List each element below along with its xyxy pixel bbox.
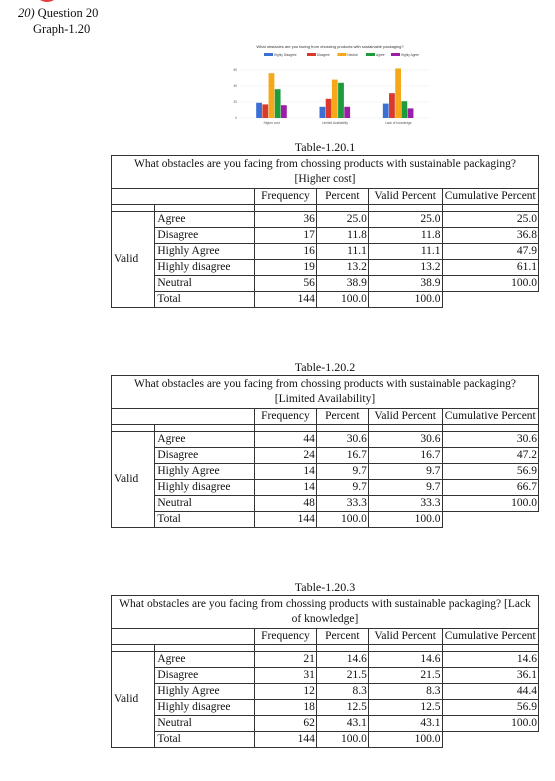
- table-row: [112, 684, 539, 700]
- percent-value: 100.0: [316, 512, 368, 528]
- y-tick-label: 0: [235, 116, 237, 121]
- column-header: Frequency: [255, 409, 317, 425]
- frequency-table: [111, 595, 539, 748]
- table-caption: Table-1.20.3: [294, 580, 356, 594]
- spacer-cell: [442, 205, 538, 212]
- table-row: [112, 212, 539, 228]
- spacer-cell: [442, 425, 538, 432]
- header-empty-cell: [112, 629, 255, 645]
- spacer-cell: [155, 205, 255, 212]
- table-row: [112, 292, 539, 308]
- row-label: Total: [155, 732, 255, 748]
- frequency-table: [111, 375, 539, 528]
- table-row: [112, 512, 539, 528]
- row-label: Highly disagree: [155, 260, 255, 276]
- valid-percent-value: 8.3: [368, 684, 442, 700]
- spacer-cell: [255, 425, 317, 432]
- row-label: Highly disagree: [155, 480, 255, 496]
- cumulative-percent-value: 61.1: [442, 260, 538, 276]
- frequency-value: 44: [255, 432, 317, 448]
- frequency-value: 62: [255, 716, 317, 732]
- table-caption: Table-1.20.2: [294, 360, 356, 374]
- spacer-cell: [368, 645, 442, 652]
- percent-value: 11.1: [316, 244, 368, 260]
- frequency-value: 12: [255, 684, 317, 700]
- valid-percent-value: 16.7: [368, 448, 442, 464]
- table-row: [112, 448, 539, 464]
- spacer-cell: [255, 205, 317, 212]
- spacer-cell: [112, 425, 155, 432]
- column-header: Valid Percent: [368, 409, 442, 425]
- table-row: [112, 716, 539, 732]
- percent-value: 33.3: [316, 496, 368, 512]
- valid-percent-value: 43.1: [368, 716, 442, 732]
- frequency-value: 24: [255, 448, 317, 464]
- row-label: Disagree: [155, 668, 255, 684]
- frequency-value: 56: [255, 276, 317, 292]
- column-header: Percent: [316, 189, 368, 205]
- frequency-value: 16: [255, 244, 317, 260]
- percent-value: 43.1: [316, 716, 368, 732]
- percent-value: 9.7: [316, 464, 368, 480]
- row-label: Disagree: [155, 448, 255, 464]
- table-title: What obstacles are you facing from chossing products with sustainable packaging? [Higher cost]: [112, 156, 539, 189]
- table-row: [112, 732, 539, 748]
- valid-percent-value: 14.6: [368, 652, 442, 668]
- cumulative-percent-value: 14.6: [442, 652, 538, 668]
- valid-percent-value: 21.5: [368, 668, 442, 684]
- percent-value: 12.5: [316, 700, 368, 716]
- legend-label: Highly Disagree: [274, 53, 297, 57]
- group-label: Valid: [112, 432, 155, 528]
- header-empty-cell: [112, 189, 255, 205]
- table-caption: Table-1.20.1: [294, 140, 356, 154]
- valid-percent-value: 30.6: [368, 432, 442, 448]
- legend-swatch: [264, 53, 273, 56]
- percent-value: 30.6: [316, 432, 368, 448]
- bar: [338, 83, 344, 118]
- valid-percent-value: 100.0: [368, 732, 442, 748]
- valid-percent-value: 11.1: [368, 244, 442, 260]
- spacer-cell: [255, 645, 317, 652]
- row-label: Highly disagree: [155, 700, 255, 716]
- spacer-cell: [442, 645, 538, 652]
- valid-percent-value: 9.7: [368, 480, 442, 496]
- column-header: Percent: [316, 629, 368, 645]
- percent-value: 16.7: [316, 448, 368, 464]
- row-label: Agree: [155, 212, 255, 228]
- cumulative-percent-value: [442, 732, 538, 748]
- question-number: 20): [18, 6, 35, 20]
- spacer-cell: [316, 425, 368, 432]
- table-row: [112, 480, 539, 496]
- obstacles-bar-chart: [224, 40, 436, 130]
- row-label: Neutral: [155, 496, 255, 512]
- frequency-value: 144: [255, 512, 317, 528]
- valid-percent-value: 13.2: [368, 260, 442, 276]
- cumulative-percent-value: 100.0: [442, 276, 538, 292]
- bar: [326, 99, 332, 118]
- x-tick-label: Higher cost: [263, 121, 280, 125]
- table-row: [112, 652, 539, 668]
- header-empty-cell: [112, 409, 255, 425]
- bar: [256, 103, 262, 118]
- frequency-value: 36: [255, 212, 317, 228]
- bar: [408, 108, 414, 118]
- percent-value: 100.0: [316, 732, 368, 748]
- cumulative-percent-value: [442, 292, 538, 308]
- cumulative-percent-value: 66.7: [442, 480, 538, 496]
- cumulative-percent-value: 100.0: [442, 496, 538, 512]
- spacer-cell: [316, 205, 368, 212]
- chart-title: What obstacles are you facing from chossing products with sustainable packaging?: [256, 44, 404, 49]
- valid-percent-value: 25.0: [368, 212, 442, 228]
- row-label: Highly Agree: [155, 684, 255, 700]
- row-label: Agree: [155, 432, 255, 448]
- percent-value: 8.3: [316, 684, 368, 700]
- valid-percent-value: 100.0: [368, 292, 442, 308]
- y-tick-label: 40: [233, 84, 237, 89]
- column-header: Percent: [316, 409, 368, 425]
- valid-percent-value: 33.3: [368, 496, 442, 512]
- cumulative-percent-value: 100.0: [442, 716, 538, 732]
- percent-value: 100.0: [316, 292, 368, 308]
- row-label: Agree: [155, 652, 255, 668]
- legend-label: Highly Agree: [401, 53, 420, 57]
- frequency-value: 18: [255, 700, 317, 716]
- percent-value: 38.9: [316, 276, 368, 292]
- bar: [262, 104, 268, 118]
- valid-percent-value: 38.9: [368, 276, 442, 292]
- row-label: Neutral: [155, 276, 255, 292]
- percent-value: 21.5: [316, 668, 368, 684]
- bar: [320, 107, 326, 118]
- legend-label: Disagree: [317, 53, 330, 57]
- row-label: Total: [155, 512, 255, 528]
- table-title: What obstacles are you facing from chossing products with sustainable packaging? [Limited Availability]: [112, 376, 539, 409]
- legend-swatch: [391, 53, 400, 56]
- column-header: Frequency: [255, 189, 317, 205]
- frequency-value: 31: [255, 668, 317, 684]
- row-label: Total: [155, 292, 255, 308]
- table-row: [112, 668, 539, 684]
- x-tick-label: Limited Availability: [322, 121, 348, 125]
- row-label: Highly Agree: [155, 464, 255, 480]
- frequency-value: 144: [255, 732, 317, 748]
- y-tick-label: 60: [233, 68, 237, 73]
- bar: [281, 105, 287, 118]
- frequency-table: [111, 155, 539, 308]
- table-row: [112, 276, 539, 292]
- legend-swatch: [307, 53, 316, 56]
- legend-label: Neutral: [347, 53, 358, 57]
- table-row: [112, 496, 539, 512]
- frequency-value: 19: [255, 260, 317, 276]
- valid-percent-value: 11.8: [368, 228, 442, 244]
- frequency-value: 21: [255, 652, 317, 668]
- spacer-cell: [316, 645, 368, 652]
- spacer-cell: [155, 425, 255, 432]
- table-row: [112, 464, 539, 480]
- table-row: [112, 260, 539, 276]
- row-label: Neutral: [155, 716, 255, 732]
- spacer-cell: [112, 645, 155, 652]
- legend-swatch: [337, 53, 346, 56]
- column-header: Cumulative Percent: [442, 629, 538, 645]
- table-row: [112, 244, 539, 260]
- percent-value: 9.7: [316, 480, 368, 496]
- column-header: Valid Percent: [368, 629, 442, 645]
- frequency-value: 48: [255, 496, 317, 512]
- valid-percent-value: 9.7: [368, 464, 442, 480]
- bar: [332, 80, 338, 118]
- corner-decoration: [34, 0, 60, 2]
- percent-value: 14.6: [316, 652, 368, 668]
- bar: [344, 107, 350, 118]
- cumulative-percent-value: [442, 512, 538, 528]
- table-row: [112, 228, 539, 244]
- question-heading: [18, 6, 98, 21]
- frequency-value: 17: [255, 228, 317, 244]
- spacer-cell: [368, 205, 442, 212]
- percent-value: 25.0: [316, 212, 368, 228]
- frequency-value: 14: [255, 464, 317, 480]
- spacer-cell: [112, 205, 155, 212]
- x-tick-label: Lack of knowledge: [385, 121, 412, 125]
- spacer-cell: [368, 425, 442, 432]
- frequency-value: 14: [255, 480, 317, 496]
- valid-percent-value: 100.0: [368, 512, 442, 528]
- row-label: Disagree: [155, 228, 255, 244]
- cumulative-percent-value: 30.6: [442, 432, 538, 448]
- column-header: Cumulative Percent: [442, 409, 538, 425]
- cumulative-percent-value: 56.9: [442, 464, 538, 480]
- bar: [275, 89, 281, 118]
- legend-label: Agree: [376, 53, 385, 57]
- column-header: Frequency: [255, 629, 317, 645]
- chart-svg: [224, 40, 436, 130]
- percent-value: 11.8: [316, 228, 368, 244]
- group-label: Valid: [112, 652, 155, 748]
- table-title: What obstacles are you facing from chossing products with sustainable packaging? [Lack of knowledge]: [112, 596, 539, 629]
- cumulative-percent-value: 44.4: [442, 684, 538, 700]
- cumulative-percent-value: 47.9: [442, 244, 538, 260]
- cumulative-percent-value: 25.0: [442, 212, 538, 228]
- cumulative-percent-value: 47.2: [442, 448, 538, 464]
- spacer-cell: [155, 645, 255, 652]
- table-row: [112, 700, 539, 716]
- column-header: Cumulative Percent: [442, 189, 538, 205]
- cumulative-percent-value: 36.1: [442, 668, 538, 684]
- bar: [401, 101, 407, 118]
- bar: [395, 68, 401, 118]
- table-row: [112, 432, 539, 448]
- frequency-value: 144: [255, 292, 317, 308]
- graph-label: Graph-1.20: [33, 22, 91, 36]
- row-label: Highly Agree: [155, 244, 255, 260]
- column-header: Valid Percent: [368, 189, 442, 205]
- bar: [269, 73, 275, 118]
- percent-value: 13.2: [316, 260, 368, 276]
- question-label: Question 20: [37, 6, 99, 20]
- group-label: Valid: [112, 212, 155, 308]
- bar: [389, 93, 395, 118]
- cumulative-percent-value: 36.8: [442, 228, 538, 244]
- cumulative-percent-value: 56.9: [442, 700, 538, 716]
- y-tick-label: 20: [233, 100, 237, 105]
- legend-swatch: [366, 53, 375, 56]
- bar: [383, 104, 389, 118]
- valid-percent-value: 12.5: [368, 700, 442, 716]
